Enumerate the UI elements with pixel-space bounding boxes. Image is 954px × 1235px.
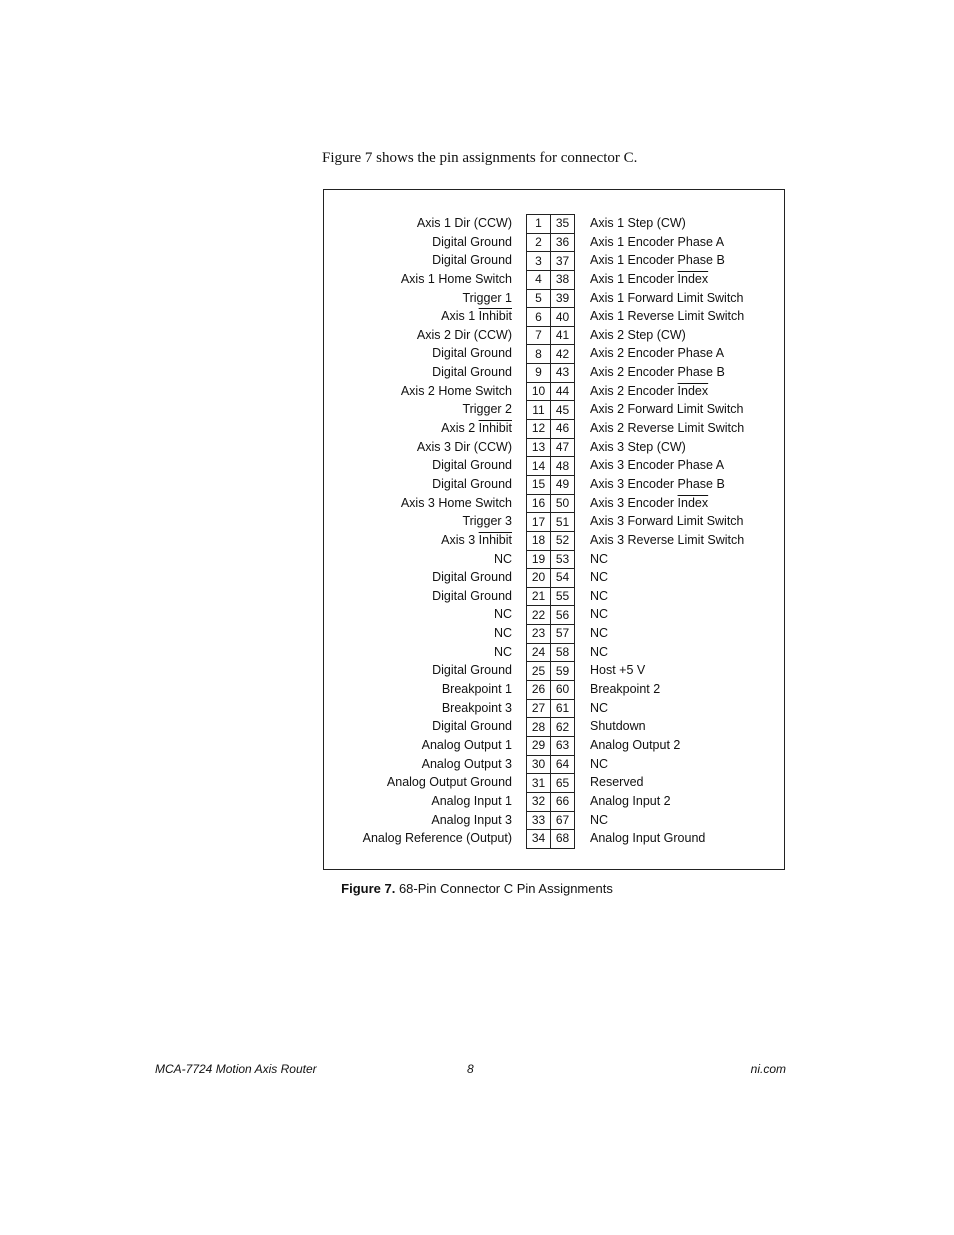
pin-row	[527, 513, 575, 532]
right-pin-number: 39	[551, 289, 575, 308]
right-pin-label: Axis 3 Forward Limit Switch	[590, 514, 744, 529]
pin-row	[527, 475, 575, 494]
pin-row	[527, 587, 575, 606]
pin-row	[527, 345, 575, 364]
pin-row	[527, 401, 575, 420]
left-pin-label: Analog Output 3	[421, 756, 512, 771]
left-pin-label: Breakpoint 3	[441, 700, 512, 715]
right-pin-label: Reserved	[590, 775, 644, 790]
right-pin-label: Axis 2 Encoder Phase A	[590, 346, 725, 361]
left-pin-number: 22	[527, 606, 551, 625]
pin-row	[527, 662, 575, 681]
left-pin-number: 9	[527, 364, 551, 383]
left-pin-number: 33	[527, 811, 551, 830]
left-signal-labels	[312, 214, 512, 848]
figure-number: Figure 7.	[341, 881, 396, 896]
right-pin-label: Shutdown	[590, 719, 646, 734]
left-pin-number: 5	[527, 289, 551, 308]
right-pin-label: NC	[590, 756, 609, 771]
right-pin-number: 59	[551, 662, 575, 681]
pin-row	[527, 457, 575, 476]
left-pin-label: Digital Ground	[432, 346, 512, 361]
figure-box	[323, 189, 785, 870]
label-prefix: Axis 2 Encoder	[590, 383, 678, 398]
left-pin-label: Trigger 2	[462, 402, 512, 417]
label-prefix: Axis 1 Encoder	[590, 271, 678, 286]
pin-row	[527, 681, 575, 700]
pin-row	[527, 494, 575, 513]
right-pin-number: 51	[551, 513, 575, 532]
left-pin-label: Trigger 1	[462, 290, 512, 305]
pin-row	[527, 643, 575, 662]
right-pin-label: NC	[590, 588, 609, 603]
left-pin-number: 23	[527, 625, 551, 644]
right-pin-number: 46	[551, 420, 575, 439]
figure-caption-text: 68-Pin Connector C Pin Assignments	[398, 881, 613, 896]
left-pin-label: Axis 3 Dir (CCW)	[416, 439, 512, 454]
pin-row	[527, 438, 575, 457]
right-pin-number: 38	[551, 270, 575, 289]
right-pin-label: Axis 3 Encoder Phase A	[590, 458, 725, 473]
left-pin-number: 1	[527, 215, 551, 234]
left-pin-number: 18	[527, 531, 551, 550]
right-pin-label: NC	[590, 644, 609, 659]
right-pin-label: Axis 1 Reverse Limit Switch	[590, 309, 745, 324]
pin-row	[527, 774, 575, 793]
left-pin-label: Axis 3 Home Switch	[400, 495, 512, 510]
right-pin-label: Axis 3 Encoder Phase B	[590, 476, 725, 491]
left-pin-number: 25	[527, 662, 551, 681]
left-pin-number: 27	[527, 699, 551, 718]
left-pin-number: 21	[527, 587, 551, 606]
right-pin-label: NC	[590, 626, 609, 641]
right-signal-labels	[590, 214, 780, 848]
right-pin-number: 58	[551, 643, 575, 662]
right-pin-label: NC	[590, 812, 609, 827]
right-pin-label: Axis 1 Encoder Phase A	[590, 234, 725, 249]
left-pin-label: Axis 1 Home Switch	[400, 271, 512, 286]
right-pin-label: Axis 1 Encoder Phase B	[590, 253, 725, 268]
right-pin-number: 62	[551, 718, 575, 737]
right-pin-number: 63	[551, 736, 575, 755]
left-pin-label: Analog Input 1	[431, 793, 512, 808]
label-prefix: Axis 2	[441, 421, 479, 436]
right-pin-number: 61	[551, 699, 575, 718]
right-pin-number: 67	[551, 811, 575, 830]
pin-row	[527, 270, 575, 289]
left-pin-number: 4	[527, 270, 551, 289]
left-pin-label	[312, 419, 512, 438]
left-pin-number: 28	[527, 718, 551, 737]
right-pin-label: Axis 3 Reverse Limit Switch	[590, 532, 745, 547]
left-pin-number: 29	[527, 736, 551, 755]
pin-table	[526, 214, 575, 849]
pin-row	[527, 420, 575, 439]
page-number: 8	[467, 1062, 474, 1076]
active-low-label: Index	[677, 271, 709, 286]
left-pin-number: 10	[527, 382, 551, 401]
pin-row	[527, 326, 575, 345]
footer-title: MCA-7724 Motion Axis Router	[155, 1062, 317, 1076]
left-pin-number: 34	[527, 830, 551, 849]
left-pin-number: 19	[527, 550, 551, 569]
active-low-label: Index	[677, 383, 709, 398]
right-pin-number: 45	[551, 401, 575, 420]
right-pin-number: 52	[551, 531, 575, 550]
pin-row	[527, 531, 575, 550]
right-pin-label	[590, 382, 780, 401]
left-pin-number: 6	[527, 308, 551, 327]
left-pin-label: Digital Ground	[432, 570, 512, 585]
right-pin-label: Axis 3 Step (CW)	[590, 439, 686, 454]
pin-row	[527, 755, 575, 774]
left-pin-label: Axis 2 Home Switch	[400, 383, 512, 398]
right-pin-label: Analog Output 2	[590, 737, 681, 752]
left-pin-number: 3	[527, 252, 551, 271]
right-pin-label	[590, 494, 780, 513]
left-pin-number: 20	[527, 569, 551, 588]
right-pin-label: NC	[590, 700, 609, 715]
intro-paragraph: Figure 7 shows the pin assignments for connector C.	[322, 150, 638, 166]
left-pin-label: Trigger 3	[462, 514, 512, 529]
right-pin-number: 53	[551, 550, 575, 569]
right-pin-label: NC	[590, 551, 609, 566]
right-pin-number: 47	[551, 438, 575, 457]
left-pin-label: NC	[493, 644, 512, 659]
left-pin-label: Digital Ground	[432, 253, 512, 268]
left-pin-label: Digital Ground	[432, 476, 512, 491]
label-prefix: Axis 3 Encoder	[590, 495, 678, 510]
right-pin-label	[590, 270, 780, 289]
pin-row	[527, 792, 575, 811]
left-pin-label: NC	[493, 551, 512, 566]
right-pin-number: 41	[551, 326, 575, 345]
left-pin-label: NC	[493, 626, 512, 641]
left-pin-number: 12	[527, 420, 551, 439]
right-pin-label: NC	[590, 570, 609, 585]
right-pin-number: 44	[551, 382, 575, 401]
left-pin-label: Digital Ground	[432, 458, 512, 473]
pin-row	[527, 382, 575, 401]
right-pin-label: NC	[590, 607, 609, 622]
right-pin-number: 56	[551, 606, 575, 625]
footer-website: ni.com	[750, 1062, 786, 1076]
left-pin-label: Digital Ground	[432, 663, 512, 678]
left-pin-number: 32	[527, 792, 551, 811]
pin-row	[527, 699, 575, 718]
left-pin-number: 26	[527, 681, 551, 700]
right-pin-number: 65	[551, 774, 575, 793]
left-pin-label: Analog Output Ground	[386, 775, 512, 790]
pin-row	[527, 289, 575, 308]
pin-row	[527, 215, 575, 234]
left-pin-label: NC	[493, 607, 512, 622]
right-pin-number: 36	[551, 233, 575, 252]
left-pin-number: 15	[527, 475, 551, 494]
right-pin-label: Axis 2 Step (CW)	[590, 327, 686, 342]
right-pin-number: 66	[551, 792, 575, 811]
left-pin-number: 14	[527, 457, 551, 476]
left-pin-number: 7	[527, 326, 551, 345]
active-low-label: Inhibit	[478, 532, 512, 547]
left-pin-label: Analog Reference (Output)	[362, 831, 512, 846]
right-pin-number: 60	[551, 681, 575, 700]
right-pin-label: Axis 2 Reverse Limit Switch	[590, 421, 745, 436]
right-pin-label: Axis 1 Forward Limit Switch	[590, 290, 744, 305]
right-pin-number: 64	[551, 755, 575, 774]
right-pin-number: 49	[551, 475, 575, 494]
pin-row	[527, 718, 575, 737]
label-prefix: Axis 1	[441, 309, 479, 324]
right-pin-number: 40	[551, 308, 575, 327]
pin-row	[527, 364, 575, 383]
pin-row	[527, 252, 575, 271]
pin-row	[527, 606, 575, 625]
left-pin-label: Axis 1 Dir (CCW)	[416, 216, 512, 230]
right-pin-label: Analog Input 2	[590, 793, 671, 808]
left-pin-label: Axis 2 Dir (CCW)	[416, 327, 512, 342]
active-low-label: Inhibit	[478, 421, 512, 436]
left-pin-number: 11	[527, 401, 551, 420]
left-pin-label: Digital Ground	[432, 588, 512, 603]
right-pin-label: Analog Input Ground	[590, 831, 706, 846]
left-pin-label: Breakpoint 1	[441, 682, 512, 697]
pin-row	[527, 550, 575, 569]
left-pin-number: 16	[527, 494, 551, 513]
left-pin-label	[312, 307, 512, 326]
left-pin-number: 31	[527, 774, 551, 793]
left-pin-number: 13	[527, 438, 551, 457]
left-pin-label: Digital Ground	[432, 719, 512, 734]
right-pin-number: 48	[551, 457, 575, 476]
figure-caption	[0, 881, 954, 896]
right-pin-number: 42	[551, 345, 575, 364]
pin-row	[527, 233, 575, 252]
label-prefix: Axis 3	[441, 532, 479, 547]
left-pin-number: 17	[527, 513, 551, 532]
left-pin-label: Analog Input 3	[431, 812, 512, 827]
right-pin-label: Axis 2 Forward Limit Switch	[590, 402, 744, 417]
left-pin-number: 24	[527, 643, 551, 662]
right-pin-number: 35	[551, 215, 575, 234]
left-pin-label: Digital Ground	[432, 365, 512, 380]
pin-row	[527, 569, 575, 588]
right-pin-number: 37	[551, 252, 575, 271]
pin-row	[527, 830, 575, 849]
pin-row	[527, 736, 575, 755]
left-pin-label: Analog Output 1	[421, 737, 512, 752]
left-pin-label: Digital Ground	[432, 234, 512, 249]
right-pin-label: Breakpoint 2	[590, 682, 661, 697]
left-pin-number: 8	[527, 345, 551, 364]
right-pin-number: 55	[551, 587, 575, 606]
left-pin-label	[312, 531, 512, 550]
right-pin-number: 50	[551, 494, 575, 513]
right-pin-label: Host +5 V	[590, 663, 646, 678]
right-pin-number: 43	[551, 364, 575, 383]
pin-row	[527, 308, 575, 327]
pin-row	[527, 811, 575, 830]
active-low-label: Inhibit	[478, 309, 512, 324]
pin-row	[527, 625, 575, 644]
left-pin-number: 30	[527, 755, 551, 774]
right-pin-number: 68	[551, 830, 575, 849]
active-low-label: Index	[677, 495, 709, 510]
right-pin-number: 54	[551, 569, 575, 588]
right-pin-label: Axis 1 Step (CW)	[590, 216, 686, 230]
left-pin-number: 2	[527, 233, 551, 252]
right-pin-number: 57	[551, 625, 575, 644]
right-pin-label: Axis 2 Encoder Phase B	[590, 365, 725, 380]
